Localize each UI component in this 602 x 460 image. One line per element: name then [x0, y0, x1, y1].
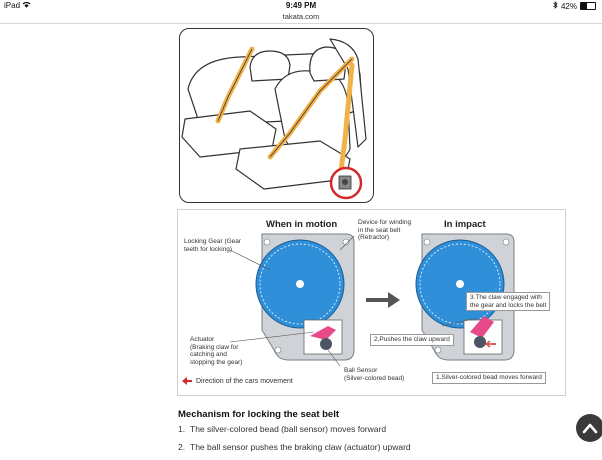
- url-text[interactable]: takata.com: [282, 12, 320, 21]
- battery-icon: [580, 2, 596, 10]
- car-seats-drawing: [180, 29, 373, 202]
- list-item: 1. The silver-colored bead (ball sensor) moves forward: [178, 424, 387, 434]
- label-retractor: Device for winding in the seat belt (Retractor): [358, 219, 412, 241]
- bluetooth-icon: [553, 1, 558, 11]
- heading-in-impact: In impact: [444, 219, 486, 230]
- retractor-diagram: [177, 209, 566, 396]
- chevron-up-icon: [582, 422, 598, 434]
- label-actuator: Actuator (Braking claw for catching and stopping the gear): [190, 336, 243, 366]
- scroll-to-top-button[interactable]: [576, 414, 602, 442]
- list-item: 2. The ball sensor pushes the braking claw (actuator) upward: [178, 442, 411, 452]
- label-bead-moves: 1.Silver-colored bead moves forward: [432, 372, 546, 384]
- address-bar[interactable]: [0, 12, 602, 23]
- heading-in-motion: When in motion: [266, 219, 338, 230]
- status-right: [553, 1, 596, 11]
- status-bar: [0, 0, 602, 12]
- seat-illustration: [179, 28, 374, 203]
- label-locking-gear: Locking Gear (Gear teeth for locking): [184, 238, 242, 253]
- label-direction: Direction of the cars movement: [196, 378, 293, 385]
- label-claw-engaged: 3.The claw engaged with the gear and locks the belt: [466, 292, 550, 311]
- battery-level: [581, 3, 587, 9]
- label-pushes-claw: 2.Pushes the claw upward: [370, 334, 454, 346]
- device-name: iPad: [4, 1, 21, 10]
- label-ball-sensor: Ball Sensor (Silver-colored bead): [344, 367, 405, 382]
- toolbar-divider: [0, 23, 602, 24]
- battery-percent: 42%: [560, 1, 577, 11]
- steps-list: [178, 424, 411, 460]
- status-time: 9:49 PM: [285, 1, 317, 10]
- article-title: Mechanism for locking the seat belt: [178, 409, 340, 420]
